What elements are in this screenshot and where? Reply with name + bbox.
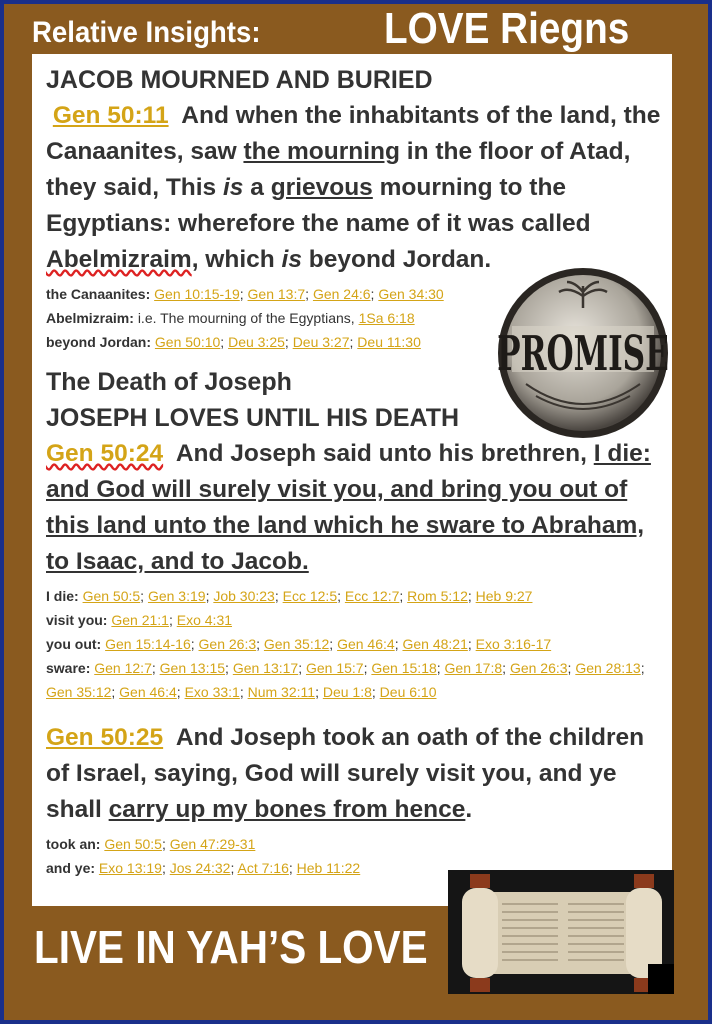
cross-reference-label: sware:	[46, 660, 91, 676]
verse-ref-link[interactable]: Gen 50:24	[46, 440, 164, 467]
cross-reference-link[interactable]: Gen 50:10	[154, 334, 221, 350]
cross-reference-link[interactable]: Job 30:23	[213, 588, 275, 604]
cross-reference-label: Abelmizraim:	[46, 310, 134, 326]
cross-reference-link[interactable]: Gen 35:12	[263, 636, 330, 652]
cross-reference-label: you out:	[46, 636, 102, 652]
cross-reference-line: you out: Gen 15:14-16; Gen 26:3; Gen 35:12; Gen 46:4; Gen 48:21; Exo 3:16-17	[46, 636, 552, 652]
verse-gen-50-11: Gen 50:11 And when the inhabitants of the land, the Canaanites, saw the mourning in the floor of Atad, they said, This is a grievous mourning to the Egyptians: wherefore the name of it was called Abelmizraim, which is beyond Jordan.	[46, 102, 661, 273]
notes-list	[46, 282, 496, 354]
cross-reference-label: the Canaanites:	[46, 286, 151, 302]
cross-reference-link[interactable]: Deu 3:27	[292, 334, 350, 350]
cross-reference-link[interactable]: Gen 47:29-31	[169, 836, 256, 852]
section-heading-death: The Death of Joseph	[46, 368, 292, 396]
cross-reference-link[interactable]: Deu 6:10	[379, 684, 437, 700]
cross-reference-link[interactable]: Deu 3:25	[228, 334, 285, 350]
cross-reference-link[interactable]: 1Sa 6:18	[358, 310, 415, 326]
cross-reference-link[interactable]: Gen 21:1	[111, 612, 169, 628]
cross-reference-label: beyond Jordan:	[46, 334, 152, 350]
coin-word: PROMISE	[497, 326, 669, 383]
cross-reference-link[interactable]: Gen 26:3	[509, 660, 568, 676]
cross-reference-link[interactable]: Gen 15:14-16	[105, 636, 191, 652]
cross-reference-link[interactable]: Num 32:11	[247, 684, 316, 700]
cross-reference-line: and ye: Exo 13:19; Jos 24:32; Act 7:16; Heb 11:22	[46, 860, 361, 876]
cross-reference-link[interactable]: Heb 11:22	[296, 860, 361, 876]
verse-gen-50-24: Gen 50:24 And Joseph said unto his brethren, I die: and God will surely visit you, and bring you out of this land unto the land which he sware to Abraham, to Isaac, and to Jacob.	[46, 440, 651, 575]
cross-reference-link[interactable]: Exo 4:31	[176, 612, 233, 628]
section-heading-jacob: JACOB MOURNED AND BURIED	[46, 66, 433, 94]
cross-reference-label: took an:	[46, 836, 101, 852]
cross-reference-note: i.e. The mourning of the Egyptians,	[137, 310, 355, 326]
cross-reference-link[interactable]: Exo 33:1	[184, 684, 240, 700]
cross-reference-label: and ye:	[46, 860, 96, 876]
cross-reference-line	[46, 306, 496, 330]
cross-reference-link[interactable]: Gen 26:3	[198, 636, 257, 652]
cross-reference-link[interactable]: Gen 50:5	[104, 836, 162, 852]
cross-reference-link[interactable]: Gen 46:4	[337, 636, 395, 652]
cross-reference-link[interactable]: Gen 15:7	[305, 660, 364, 676]
cross-reference-link[interactable]: Deu 11:30	[357, 334, 421, 350]
cross-reference-line: sware: Gen 12:7; Gen 13:15; Gen 13:17; Gen 15:7; Gen 15:18; Gen 17:8; Gen 26:3; Gen 28:13; Gen 35:12; Gen 46:4; Exo 33:1; Num 32:11; Deu 1:8; Deu 6:10	[46, 660, 645, 700]
cross-reference-link[interactable]: Gen 50:5	[82, 588, 141, 604]
verse-gen-50-25: Gen 50:25 And Joseph took an oath of the children of Israel, saying, God will surely visit you, and ye shall carry up my bones from hence.	[46, 724, 645, 823]
cross-reference-link[interactable]: Gen 24:6	[312, 286, 371, 302]
footer-banner: LIVE IN YAH’S LOVE	[34, 921, 428, 973]
torah-scroll-image	[448, 870, 674, 994]
cross-reference-label: visit you:	[46, 612, 108, 628]
header-banner: LOVE Riegns	[384, 4, 630, 53]
cross-reference-link[interactable]: Heb 9:27	[475, 588, 533, 604]
cross-reference-line: took an: Gen 50:5; Gen 47:29-31	[46, 836, 256, 852]
cross-reference-link[interactable]: Act 7:16	[237, 860, 289, 876]
cross-reference-label: I die:	[46, 588, 79, 604]
cross-reference-link[interactable]: Gen 46:4	[119, 684, 177, 700]
verse-ref-link[interactable]: Gen 50:11	[52, 102, 169, 129]
notes-list	[46, 584, 668, 704]
cross-reference-link[interactable]: Rom 5:12	[407, 588, 468, 604]
cross-reference-link[interactable]: Gen 48:21	[402, 636, 468, 652]
header-title: Relative Insights:	[32, 16, 261, 49]
cross-reference-link[interactable]: Jos 24:32	[169, 860, 231, 876]
cross-reference-link[interactable]: Gen 13:15	[159, 660, 226, 676]
cross-reference-line: the Canaanites: Gen 10:15-19; Gen 13:7; Gen 24:6; Gen 34:30	[46, 286, 444, 302]
promise-coin-image	[496, 266, 670, 440]
cross-reference-link[interactable]: Gen 28:13	[575, 660, 641, 676]
cross-reference-link[interactable]: Gen 3:19	[147, 588, 206, 604]
cross-reference-line: visit you: Gen 21:1; Exo 4:31	[46, 612, 233, 628]
scripture-content	[46, 62, 668, 880]
section-heading-joseph: JOSEPH LOVES UNTIL HIS DEATH	[46, 404, 460, 432]
verse-ref-link[interactable]: Gen 50:25	[46, 724, 164, 751]
cross-reference-link[interactable]: Gen 15:18	[371, 660, 437, 676]
cross-reference-link[interactable]: Exo 3:16-17	[475, 636, 552, 652]
cross-reference-line: I die: Gen 50:5; Gen 3:19; Job 30:23; Ecc 12:5; Ecc 12:7; Rom 5:12; Heb 9:27	[46, 588, 533, 604]
cross-reference-line: beyond Jordan: Gen 50:10; Deu 3:25; Deu 3:27; Deu 11:30	[46, 334, 421, 350]
cross-reference-link[interactable]: Gen 13:17	[232, 660, 299, 676]
cross-reference-link[interactable]: Gen 12:7	[94, 660, 152, 676]
cross-reference-link[interactable]: Exo 13:19	[98, 860, 162, 876]
cross-reference-link[interactable]: Gen 17:8	[444, 660, 503, 676]
cross-reference-link[interactable]: Gen 10:15-19	[154, 286, 240, 302]
cross-reference-link[interactable]: Gen 35:12	[46, 684, 112, 700]
cross-reference-link[interactable]: Gen 13:7	[247, 286, 306, 302]
cross-reference-link[interactable]: Deu 1:8	[322, 684, 372, 700]
cross-reference-link[interactable]: Gen 34:30	[378, 286, 444, 302]
cross-reference-link[interactable]: Ecc 12:5	[282, 588, 338, 604]
cross-reference-link[interactable]: Ecc 12:7	[344, 588, 400, 604]
